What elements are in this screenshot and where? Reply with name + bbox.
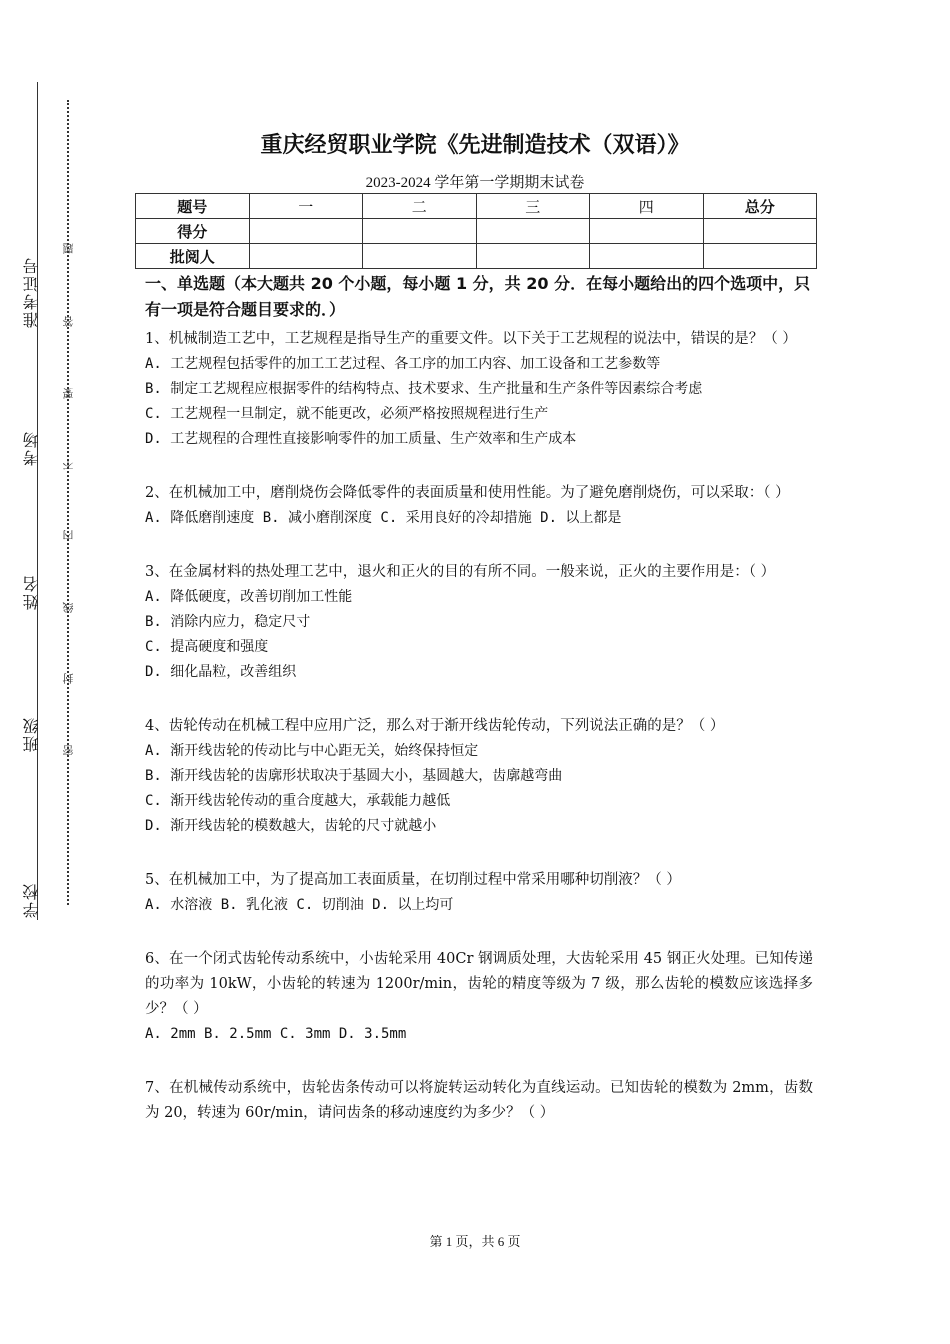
score-cell[interactable]	[476, 219, 590, 244]
score-table-header-row	[136, 194, 817, 219]
option: B. 消除内应力，稳定尺寸	[145, 614, 311, 630]
seal-char: 要	[62, 388, 75, 399]
option: D. 工艺规程的合理性直接影响零件的加工质量、生产效率和生产成本	[145, 431, 577, 447]
option: D. 渐开线齿轮的模数越大，齿轮的尺寸就越小	[145, 818, 437, 834]
table-header-cell: 总分	[703, 194, 817, 219]
reviewer-cell[interactable]	[590, 244, 704, 269]
question-stem: 2、在机械加工中，磨削烧伤会降低零件的表面质量和使用性能。为了避免磨削烧伤，可以采取：（ ）	[145, 485, 790, 501]
reviewer-cell[interactable]	[363, 244, 477, 269]
exam-title: 重庆经贸职业学院《先进制造技术（双语）》	[260, 133, 690, 158]
class-label: 班级	[22, 716, 41, 752]
table-header-cell: 二	[363, 194, 477, 219]
reviewer-cell[interactable]	[249, 244, 363, 269]
seal-char: 题	[62, 243, 75, 254]
option: A. 工艺规程包括零件的加工工艺过程、各工序的加工内容、加工设备和工艺参数等	[145, 356, 661, 372]
question-5	[145, 868, 813, 918]
score-row	[136, 219, 817, 244]
score-cell[interactable]	[363, 219, 477, 244]
question-4	[145, 714, 813, 839]
exam-content	[145, 271, 813, 1126]
school-label: 学校	[22, 882, 41, 918]
option: D. 细化晶粒，改善组织	[145, 664, 297, 680]
option: C. 工艺规程一旦制定，就不能更改，必须严格按照规程进行生产	[145, 406, 549, 422]
reviewer-cell[interactable]	[476, 244, 590, 269]
question-stem: 3、在金属材料的热处理工艺中，退火和正火的目的有所不同。一般来说，正火的主要作用是：（ ）	[145, 564, 776, 580]
question-7	[145, 1076, 813, 1126]
page-footer: 第 1 页，共 6 页	[429, 1234, 521, 1249]
score-cell[interactable]	[249, 219, 363, 244]
seal-char: 线	[62, 602, 75, 613]
table-header-cell: 题号	[136, 194, 250, 219]
binding-solid-line	[37, 82, 38, 920]
row-label: 批阅人	[136, 244, 250, 269]
option: A. 渐开线齿轮的传动比与中心距无关，始终保持恒定	[145, 743, 479, 759]
binding-dotted-line	[67, 100, 69, 905]
option: C. 提高硬度和强度	[145, 639, 269, 655]
seal-char: 答	[62, 316, 75, 327]
exam-room-label: 考场	[22, 430, 41, 466]
option: A. 水溶液 B. 乳化液 C. 切削油 D. 以上均可	[145, 897, 454, 913]
option: B. 渐开线齿轮的齿廓形状取决于基圆大小，基圆越大，齿廓越弯曲	[145, 768, 563, 784]
section-heading: 一、单选题（本大题共 20 个小题，每小题 1 分，共 20 分．在每小题给出的四个选项中，只有一项是符合题目要求的．）	[145, 274, 811, 319]
table-header-cell: 一	[249, 194, 363, 219]
question-stem: 6、在一个闭式齿轮传动系统中，小齿轮采用 40Cr 钢调质处理，大齿轮采用 45 钢正火处理。已知传递的功率为 10kW，小齿轮的转速为 1200r/min，齿轮的精度等级为 7 级，那么齿轮的模数应该选择多少？（ ）	[145, 951, 813, 1017]
table-header-cell: 四	[590, 194, 704, 219]
reviewer-row	[136, 244, 817, 269]
seal-char: 封	[62, 673, 75, 684]
question-6	[145, 947, 813, 1047]
score-cell[interactable]	[590, 219, 704, 244]
row-label: 得分	[136, 219, 250, 244]
exam-subtitle: 2023-2024 学年第一学期期末试卷	[365, 175, 585, 191]
option: A. 2mm B. 2.5mm C. 3mm D. 3.5mm	[145, 1026, 407, 1042]
question-1	[145, 327, 813, 452]
question-stem: 1、机械制造工艺中，工艺规程是指导生产的重要文件。以下关于工艺规程的说法中，错误的是？（ ）	[145, 331, 797, 347]
question-stem: 7、在机械传动系统中，齿轮齿条传动可以将旋转运动转化为直线运动。已知齿轮的模数为 2mm，齿数为 20，转速为 60r/min，请问齿条的移动速度约为多少？（ ）	[145, 1080, 813, 1121]
table-header-cell: 三	[476, 194, 590, 219]
candidate-number-label: 准考证号	[22, 256, 41, 328]
option: B. 制定工艺规程应根据零件的结构特点、技术要求、生产批量和生产条件等因素综合考虑	[145, 381, 703, 397]
reviewer-cell[interactable]	[703, 244, 817, 269]
option: C. 渐开线齿轮传动的重合度越大，承载能力越低	[145, 793, 451, 809]
question-3	[145, 560, 813, 685]
seal-char: 内	[62, 530, 75, 541]
seal-char: 不	[62, 459, 75, 470]
option: A. 降低硬度，改善切削加工性能	[145, 589, 353, 605]
option: A. 降低磨削速度 B. 减小磨削深度 C. 采用良好的冷却措施 D. 以上都是	[145, 510, 622, 526]
question-2	[145, 481, 813, 531]
name-label: 姓名	[22, 574, 41, 610]
score-cell[interactable]	[703, 219, 817, 244]
question-stem: 4、齿轮传动在机械工程中应用广泛，那么对于渐开线齿轮传动，下列说法正确的是？（ ）	[145, 718, 725, 734]
question-stem: 5、在机械加工中，为了提高加工表面质量，在切削过程中常采用哪种切削液？（ ）	[145, 872, 681, 888]
seal-char: 密	[62, 745, 75, 756]
score-table	[135, 193, 817, 269]
